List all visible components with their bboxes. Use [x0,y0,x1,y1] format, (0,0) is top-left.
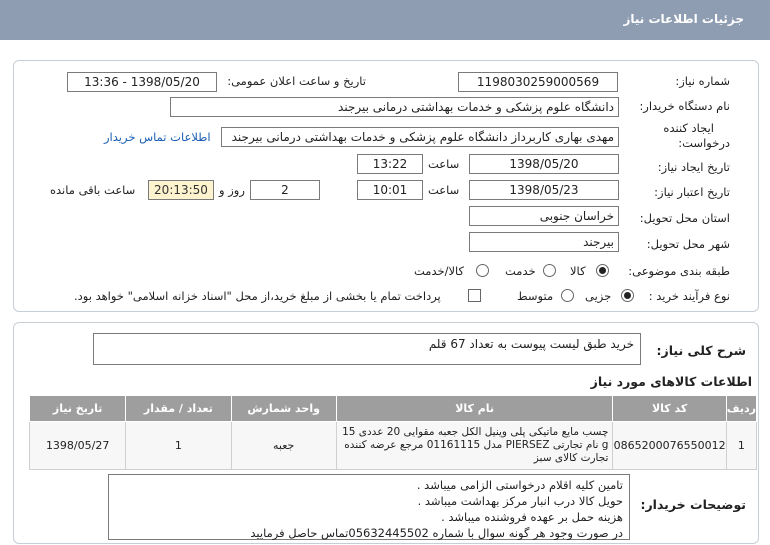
col-code: کد کالا [613,396,726,422]
buyer-notes-label: توضیحات خریدار: [640,497,746,512]
created-time-field[interactable]: 13:22 [357,154,423,174]
col-name: نام کالا [336,396,613,422]
category-option-goods: کالا [570,264,586,278]
cell-name: چسب مایع ماتیکی پلی وینیل الکل جعبه مقوایی 20 عددی 15 g نام تجارتی PIERSEZ مدل 01161115 مرجع عرضه کننده تجارت کالای سبز [336,422,613,470]
announce-field[interactable]: 1398/05/20 - 13:36 [67,72,217,92]
valid-date-field[interactable]: 1398/05/23 [469,180,619,200]
description-label: شرح کلی نیاز: [656,343,746,358]
valid-time-field[interactable]: 10:01 [357,180,423,200]
created-time-label: ساعت [428,157,460,171]
buyer-contact-link[interactable]: اطلاعات تماس خریدار [104,130,211,144]
items-table [29,395,757,470]
buyer-note-line: حویل کالا درب انبار مرکز بهداشت میباشد . [417,494,623,508]
category-option-goods-service: کالا/خدمت [414,264,465,278]
province-field[interactable]: خراسان جنوبی [469,206,619,226]
buyer-label: نام دستگاه خریدار: [639,99,730,113]
process-option-minor: جزیی [585,289,612,303]
creator-label-2: درخواست: [678,136,730,150]
remaining-time-field: 20:13:50 [148,180,214,200]
description-field[interactable]: خرید طبق لیست پیوست به تعداد 67 قلم [93,333,641,365]
need-number-label: شماره نیاز: [675,74,730,88]
cell-date: 1398/05/27 [30,422,126,470]
cell-code: 0865200076550012 [613,422,726,470]
items-table-header [30,396,757,422]
city-label: شهر محل تحویل: [646,237,730,251]
announce-label: تاریخ و ساعت اعلان عمومی: [227,74,366,88]
cell-unit: جعبه [231,422,336,470]
buyer-notes-field[interactable] [108,474,630,540]
remaining-label: ساعت باقی مانده [50,183,136,197]
treasury-payment-checkbox[interactable] [468,289,481,302]
buyer-field[interactable]: دانشگاه علوم پزشکی و خدمات بهداشتی درمانی بیرجند [170,97,619,117]
creator-label-1: ایجاد کننده [663,121,714,135]
table-row[interactable] [30,422,757,470]
province-label: استان محل تحویل: [639,211,730,225]
page-title: جزئیات اطلاعات نیاز [623,12,744,26]
valid-time-label: ساعت [428,183,460,197]
buyer-note-line: در صورت وجود هر گونه سوال با شماره 05632445502تماس حاصل فرمایید [250,526,623,540]
process-label: نوع فرآیند خرید : [648,289,730,303]
col-unit: واحد شمارش [231,396,336,422]
process-option-medium: متوسط [517,289,554,303]
process-radio-minor[interactable] [621,289,634,302]
need-number-field[interactable]: 1198030259000569 [458,72,618,92]
process-radio-medium[interactable] [561,289,574,302]
category-radio-goods-service[interactable] [476,264,489,277]
buyer-note-line: تامین کلیه اقلام درخواستی الزامی میباشد . [416,478,623,492]
treasury-payment-note: پرداخت تمام یا بخشی از مبلغ خرید،از محل "اسناد خزانه اسلامی" خواهد بود. [74,289,441,303]
creator-field[interactable]: مهدی بهاری کاربرداز دانشگاه علوم پزشکی و خدمات بهداشتی درمانی بیرجند [221,127,619,147]
created-date-label: تاریخ ایجاد نیاز: [657,160,730,174]
remaining-days-field[interactable]: 2 [250,180,320,200]
category-option-service: خدمت [505,264,536,278]
category-label: طبقه بندی موضوعی: [628,264,730,278]
col-row: ردیف [726,396,756,422]
items-section-title: اطلاعات کالاهای مورد نیاز [590,374,752,389]
city-field[interactable]: بیرجند [469,232,619,252]
cell-qty: 1 [126,422,231,470]
category-radio-service[interactable] [543,264,556,277]
page-header [0,0,770,40]
valid-date-label: تاریخ اعتبار نیاز: [654,185,730,199]
category-radio-goods[interactable] [596,264,609,277]
days-label: روز و [219,183,245,197]
cell-row: 1 [726,422,756,470]
buyer-note-line: هزینه حمل بر عهده فروشنده میباشد . [441,510,623,524]
col-qty: تعداد / مقدار [126,396,231,422]
col-date: تاریخ نیاز [30,396,126,422]
created-date-field[interactable]: 1398/05/20 [469,154,619,174]
